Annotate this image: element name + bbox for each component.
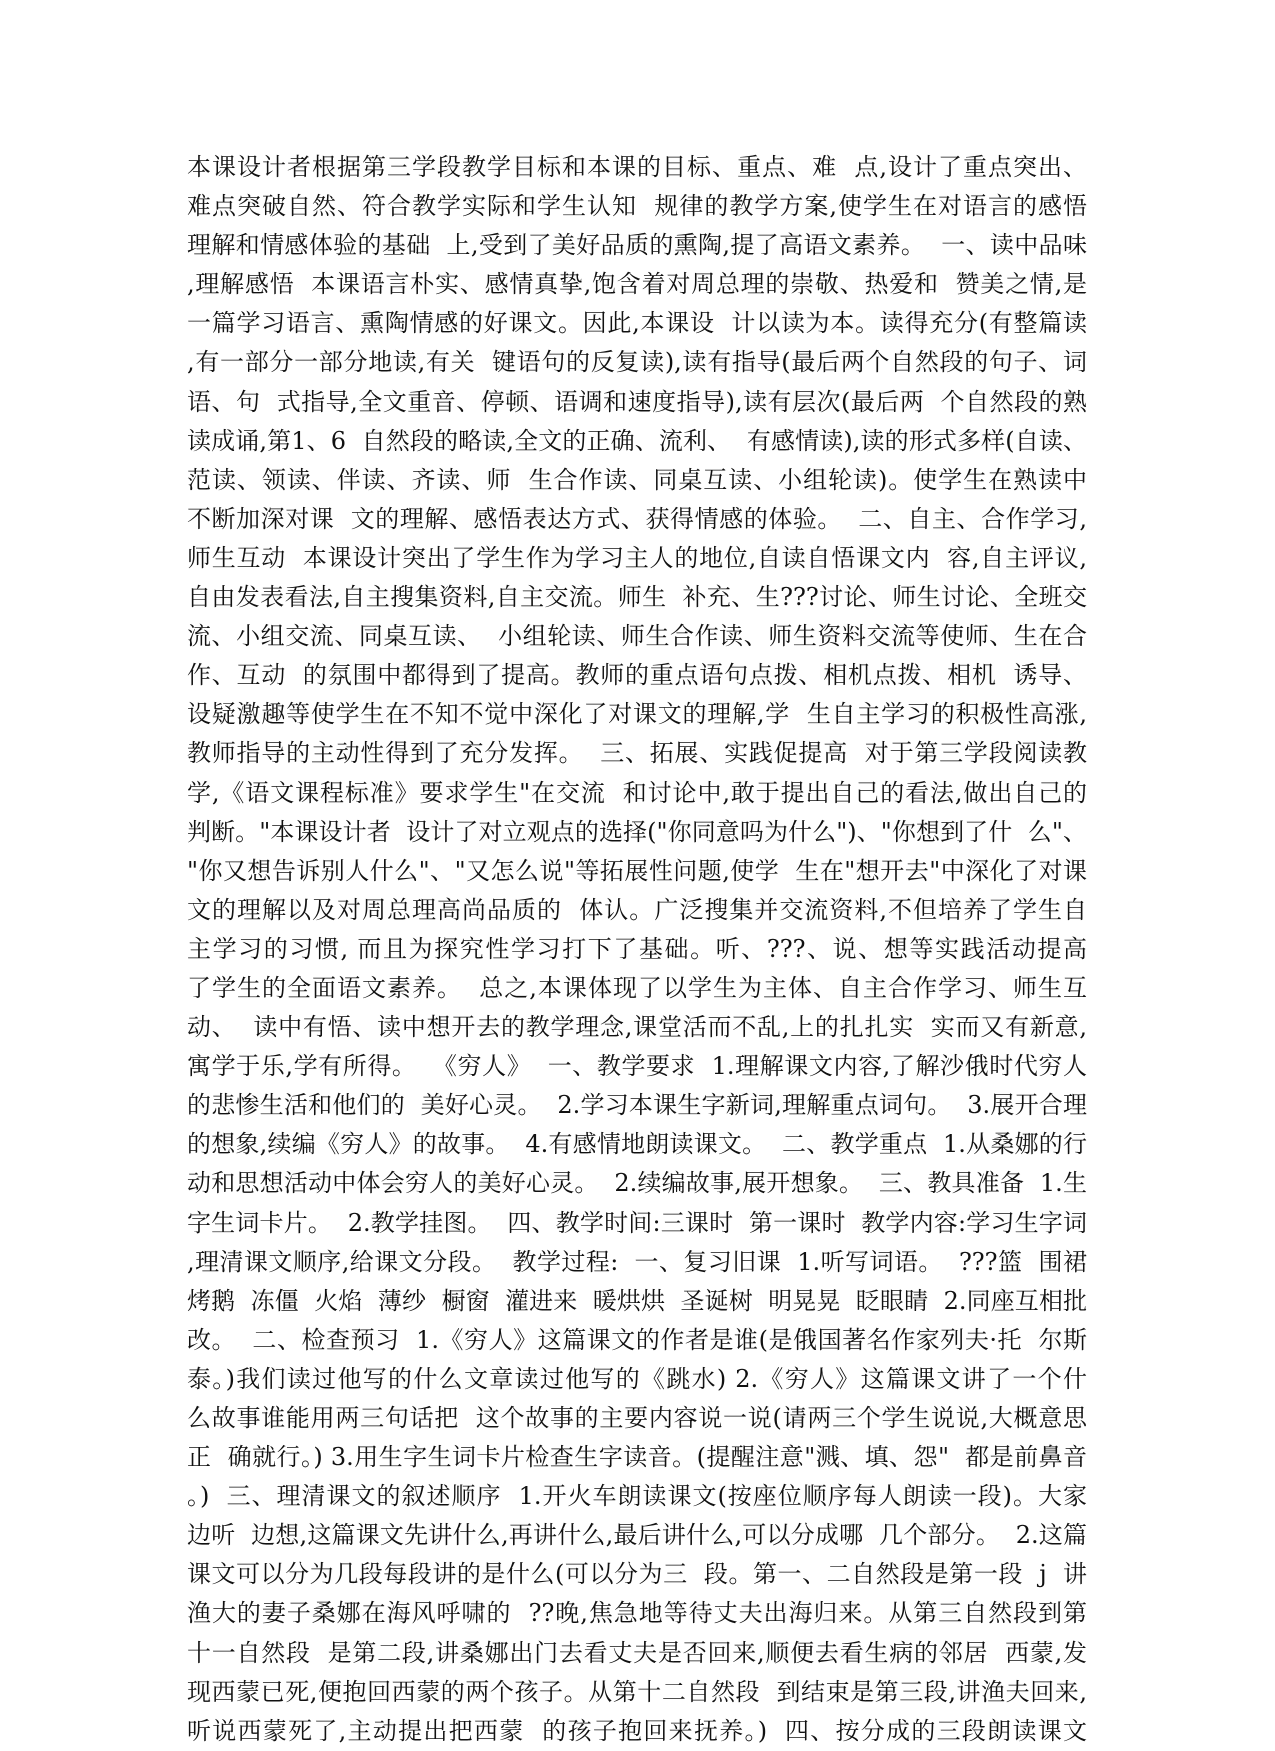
text-line: 读成诵,第1、6 自然段的略读,全文的正确、流利、 有感情读),读的形式多样(自读、 [187,426,1087,455]
text-line: 十一自然段 是第二段,讲桑娜出门去看丈夫是否回来,顺便去看生病的邻居 西蒙,发 [187,1638,1087,1667]
text-line: 字生词卡片。 2.教学挂图。 四、教学时间:三课时 第一课时 教学内容:学习生字词 [187,1208,1087,1237]
text-line: 边听 边想,这篇课文先讲什么,再讲什么,最后讲什么,可以分成哪 几个部分。 2.这篇 [187,1521,1087,1550]
text-line: 不断加深对课 文的理解、感悟表达方式、获得情感的体验。 二、自主、合作学习, [187,504,1087,533]
text-line: 文的理解以及对周总理高尚品质的 体认。广泛搜集并交流资料,不但培养了学生自 [187,895,1087,924]
text-line: 的想象,续编《穷人》的故事。 4.有感情地朗读课文。 二、教学重点 1.从桑娜的行 [187,1130,1087,1159]
text-line: 寓学于乐,学有所得。 《穷人》 一、教学要求 1.理解课文内容,了解沙俄时代穷人 [187,1052,1087,1081]
text-line: ,理清课文顺序,给课文分段。 教学过程: 一、复习旧课 1.听写词语。 ???篮 围裙 [187,1247,1087,1276]
text-line: 师生互动 本课设计突出了学生作为学习主人的地位,自读自悟课文内 容,自主评议, [187,543,1087,572]
text-line: 范读、领读、伴读、齐读、师 生合作读、同桌互读、小组轮读)。使学生在熟读中 [187,465,1087,494]
text-line: ,理解感悟 本课语言朴实、感情真挚,饱含着对周总理的崇敬、热爱和 赞美之情,是 [187,270,1087,299]
text-line: 正 确就行。) 3.用生字生词卡片检查生字读音。(提醒注意"溅、填、怨" 都是前鼻音 [187,1443,1087,1472]
text-line: 一篇学习语言、熏陶情感的好课文。因此,本课设 计以读为本。读得充分(有整篇读 [187,309,1087,338]
text-line: 渔大的妻子桑娜在海风呼啸的 ??晚,焦急地等待丈夫出海归来。从第三自然段到第 [187,1599,1087,1628]
text-line: 语、句 式指导,全文重音、停顿、语调和速度指导),读有层次(最后两 个自然段的熟 [187,387,1087,416]
text-line: 泰。)我们读过他写的什么文章读过他写的《跳水) 2.《穷人》这篇课文讲了一个什 [187,1364,1087,1393]
text-line: 听说西蒙死了,主动提出把西蒙 的孩子抱回来抚养。) 四、按分成的三段朗读课文 [187,1716,1087,1745]
text-line: 本课设计者根据第三学段教学目标和本课的目标、重点、难 点,设计了重点突出、 [187,153,1087,181]
text-line: 。) 三、理清课文的叙述顺序 1.开火车朗读课文(按座位顺序每人朗读一段)。大家 [187,1482,1087,1511]
text-line: 的悲惨生活和他们的 美好心灵。 2.学习本课生字新词,理解重点词句。 3.展开合理 [187,1091,1087,1120]
text-line: 现西蒙已死,便抱回西蒙的两个孩子。从第十二自然段 到结束是第三段,讲渔夫回来, [187,1677,1087,1706]
text-line: 设疑激趣等使学生在不知不觉中深化了对课文的理解,学 生自主学习的积极性高涨, [187,700,1087,729]
body-text [187,148,1087,1751]
text-line: 么故事谁能用两三句话把 这个故事的主要内容说一说(请两三个学生说说,大概意思 [187,1404,1087,1432]
text-line: 判断。"本课设计者 设计了对立观点的选择("你同意吗为什么")、"你想到了什 么"、 [187,817,1087,846]
text-line: 改。 二、检查预习 1.《穷人》这篇课文的作者是谁(是俄国著名作家列夫·托 尔斯 [187,1325,1087,1354]
text-line: 理解和情感体验的基础 上,受到了美好品质的熏陶,提了高语文素养。 一、读中品味 [187,231,1087,260]
text-line: 流、小组交流、同桌互读、 小组轮读、师生合作读、师生资料交流等使师、生在合 [187,622,1087,651]
text-line: 动、 读中有悟、读中想开去的教学理念,课堂活而不乱,上的扎扎实 实而又有新意, [187,1013,1087,1042]
text-line: "你又想告诉别人什么"、"又怎么说"等拓展性问题,使学 生在"想开去"中深化了对课 [187,856,1087,885]
text-line: 教师指导的主动性得到了充分发挥。 三、拓展、实践促提高 对于第三学段阅读教 [187,739,1087,768]
text-line: 学,《语文课程标准》要求学生"在交流 和讨论中,敢于提出自己的看法,做出自己的 [187,778,1087,807]
text-line: 了学生的全面语文素养。 总之,本课体现了以学生为主体、自主合作学习、师生互 [187,973,1087,1002]
text-line: 课文可以分为几段每段讲的是什么(可以分为三 段。第一、二自然段是第一段 j 讲 [187,1560,1087,1589]
text-line: ,有一部分一部分地读,有关 键语句的反复读),读有指导(最后两个自然段的句子、词 [187,348,1087,377]
text-line: 作、互动 的氛围中都得到了提高。教师的重点语句点拨、相机点拨、相机 诱导、 [187,661,1087,690]
text-line: 主学习的习惯, 而且为探究性学习打下了基础。听、???、说、想等实践活动提高 [187,934,1087,963]
text-line: 难点突破自然、符合教学实际和学生认知 规律的教学方案,使学生在对语言的感悟 [187,192,1087,221]
text-line: 自由发表看法,自主搜集资料,自主交流。师生 补充、生???讨论、师生讨论、全班交 [187,583,1087,612]
text-line: 烤鹅 冻僵 火焰 薄纱 橱窗 灌进来 暖烘烘 圣诞树 明晃晃 眨眼睛 2.同座互相批 [187,1286,1087,1315]
text-line: 动和思想活动中体会穷人的美好心灵。 2.续编故事,展开想象。 三、教具准备 1.生 [187,1169,1087,1198]
